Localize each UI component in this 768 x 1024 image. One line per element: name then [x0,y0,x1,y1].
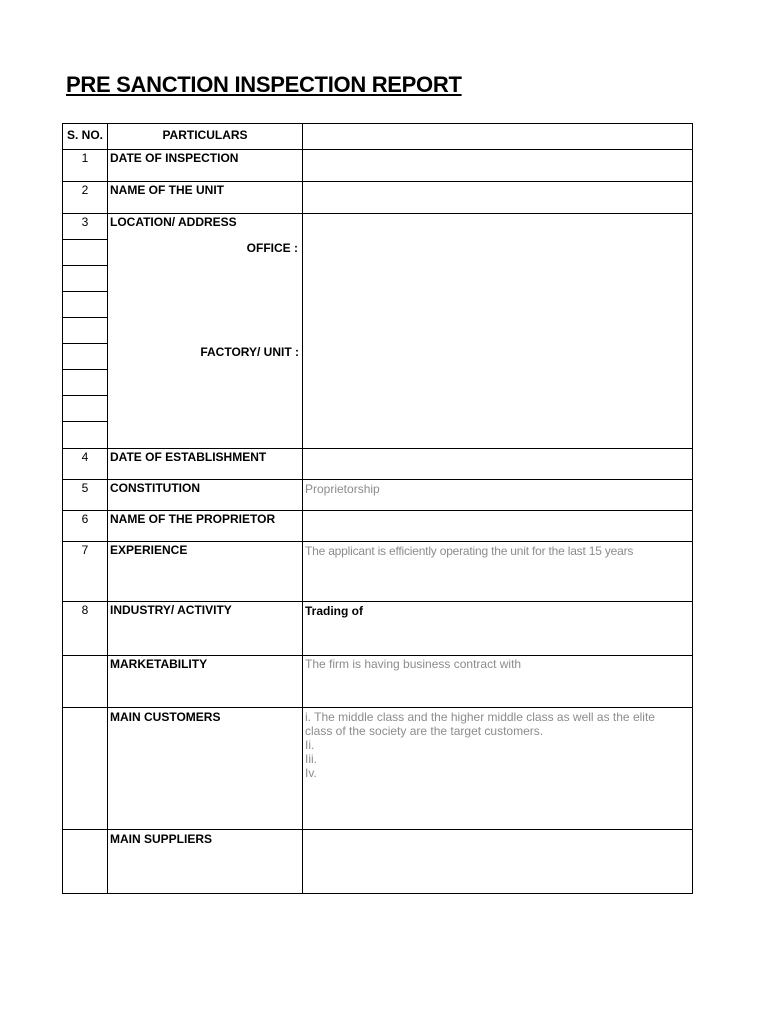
table-left-border [62,123,63,894]
name-of-proprietor-label: NAME OF THE PROPRIETOR [110,512,276,526]
sno-subrow-divider [62,239,108,240]
sno-column-divider [107,123,108,894]
row-divider [62,655,693,656]
row-number: 7 [81,543,89,557]
industry-activity-value: Trading of [305,604,363,618]
row-number: 3 [81,215,89,229]
main-customers-label: MAIN CUSTOMERS [110,710,221,724]
main-suppliers-label: MAIN SUPPLIERS [110,832,213,846]
main-customers-line: Iii. [305,752,317,766]
particulars-header: PARTICULARS [162,128,248,142]
marketability-label: MARKETABILITY [110,657,208,671]
factory-unit-label: FACTORY/ UNIT : [200,345,299,359]
sno-subrow-divider [62,291,108,292]
sno-subrow-divider [62,317,108,318]
row-divider [62,479,693,480]
constitution-value: Proprietorship [305,482,380,496]
main-customers-line: Ii. [305,738,315,752]
industry-activity-label: INDUSTRY/ ACTIVITY [110,603,232,617]
table-top-border [62,123,693,124]
marketability-value: The firm is having business contract with [305,657,522,671]
row-number: 8 [81,603,89,617]
row-divider [62,149,693,150]
row-number: 1 [81,151,89,165]
particulars-column-divider [302,123,303,894]
main-customers-line: Iv. [305,766,317,780]
experience-label: EXPERIENCE [110,543,188,557]
office-label: OFFICE : [246,241,298,255]
row-divider [62,448,693,449]
row-divider [62,707,693,708]
row-divider [62,213,693,214]
sno-header: S. NO. [66,128,103,142]
constitution-label: CONSTITUTION [110,481,200,495]
row-divider [62,541,693,542]
table-right-border [692,123,693,894]
row-number: 5 [81,481,89,495]
row-divider [62,181,693,182]
location-address-label: LOCATION/ ADDRESS [110,215,237,229]
name-of-unit-label: NAME OF THE UNIT [110,183,224,197]
row-number: 4 [81,450,89,464]
sno-subrow-divider [62,265,108,266]
date-of-establishment-label: DATE OF ESTABLISHMENT [110,450,267,464]
main-customers-line: i. The middle class and the higher middle class as well as the elite class of the society are the target customers. [305,710,655,738]
sno-subrow-divider [62,369,108,370]
main-customers-value [305,710,685,780]
sno-subrow-divider [62,343,108,344]
row-number: 6 [81,512,89,526]
row-number: 2 [81,183,89,197]
row-divider [62,510,693,511]
sno-subrow-divider [62,395,108,396]
report-title: PRE SANCTION INSPECTION REPORT [66,72,462,97]
sno-subrow-divider [62,421,108,422]
row-divider [62,829,693,830]
date-of-inspection-label: DATE OF INSPECTION [110,151,239,165]
table-bottom-border [62,893,693,894]
row-divider [62,601,693,602]
experience-value: The applicant is efficiently operating the unit for the last 15 years [305,544,634,558]
